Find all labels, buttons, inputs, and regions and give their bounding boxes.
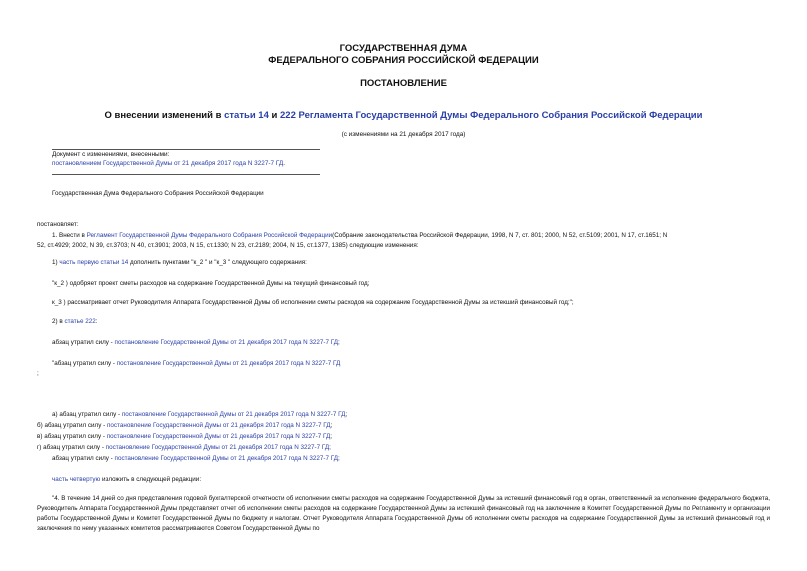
item-last-end: ; bbox=[338, 455, 340, 462]
lost-force-2-text: "абзац утратил силу - bbox=[52, 360, 117, 367]
point-k2: "к_2 ) одобряет проект сметы расходов на содержание Государственной Думы на текущий финансовый год; bbox=[52, 280, 370, 287]
document-title bbox=[0, 110, 807, 121]
item-b-end: ; bbox=[330, 422, 333, 429]
paragraph-1-line-2: 52, ст.4929; 2002, N 39, ст.3703; N 40, ст.3901; 2003, N 15, ст.1330; N 23, ст.2189; 2004, N 15, ст.1377, 1385) следующие изменения: bbox=[37, 242, 419, 249]
lost-force-2-link[interactable]: постановление Государственной Думы от 21 декабря 2017 года N 3227-7 ГД bbox=[116, 360, 341, 367]
item-b-link[interactable]: постановление Государственной Думы от 21 декабря 2017 года N 3227-7 ГД bbox=[106, 422, 331, 429]
title-part-1: О внесении изменений в bbox=[104, 110, 225, 121]
item-a-prefix: а) абзац утратил силу - bbox=[52, 411, 122, 418]
lost-force-1-text: абзац утратил силу - bbox=[52, 339, 115, 346]
subpoint-1-text: дополнить пунктами "к_2 " и "к_3 " следующего содержания: bbox=[128, 259, 307, 266]
p1-prefix: 1. Внести в bbox=[52, 232, 87, 239]
point-k3: к_3 ) рассматривает отчет Руководителя Аппарата Государственной Думы об исполнении сметы расходов на содержание Государственной Думы за истекший финансовый год;"; bbox=[52, 299, 574, 306]
changes-box-end: . bbox=[283, 160, 285, 167]
subpoint-1-num: 1) bbox=[52, 259, 60, 266]
part-four-link[interactable]: часть четвертую bbox=[52, 476, 101, 483]
changes-box-label: Документ с изменениями, внесенными: bbox=[52, 151, 170, 158]
item-g-end: ; bbox=[329, 444, 331, 451]
item-a bbox=[52, 411, 347, 418]
header-line-2: ФЕДЕРАЛЬНОГО СОБРАНИЯ РОССИЙСКОЙ ФЕДЕРАЦИИ bbox=[268, 55, 539, 66]
title-part-2: и bbox=[268, 110, 280, 121]
lost-force-1-link[interactable]: постановление Государственной Думы от 21 декабря 2017 года N 3227-7 ГД bbox=[114, 339, 339, 346]
lost-force-1 bbox=[52, 339, 340, 346]
p1-sources: (Собрание законодательства Российской Федерации, 1998, N 7, ст. 801; 2000, N 52, ст.5109; 2001, N 17, ст.1651; N bbox=[332, 232, 668, 239]
issuer-line: Государственная Дума Федерального Собрания Российской Федерации bbox=[52, 190, 264, 197]
item-g bbox=[37, 444, 331, 451]
header-line-1: ГОСУДАРСТВЕННАЯ ДУМА bbox=[339, 43, 468, 54]
lost-force-1-end: ; bbox=[338, 339, 340, 346]
subpoint-2-link[interactable]: статье 222 bbox=[64, 318, 96, 325]
item-a-link[interactable]: постановление Государственной Думы от 21 декабря 2017 года N 3227-7 ГД bbox=[121, 411, 346, 418]
item-last-link[interactable]: постановление Государственной Думы от 21 декабря 2017 года N 3227-7 ГД bbox=[114, 455, 339, 462]
lost-force-2-end: ; bbox=[37, 370, 39, 377]
subpoint-1 bbox=[52, 259, 307, 266]
changes-box-bottom-rule bbox=[52, 174, 320, 175]
item-b-prefix: б) абзац утратил силу - bbox=[37, 422, 107, 429]
subpoint-2 bbox=[52, 318, 97, 325]
item-last-prefix: абзац утратил силу - bbox=[52, 455, 115, 462]
item-a-end: ; bbox=[345, 411, 348, 418]
amendment-note: (с изменениями на 21 декабря 2017 года) bbox=[341, 131, 466, 138]
item-v-end: ; bbox=[330, 433, 332, 440]
subpoint-1-link[interactable]: часть первую статьи 14 bbox=[59, 259, 129, 266]
p1-reglament-link[interactable]: Регламент Государственной Думы Федерального Собрания Российской Федерации bbox=[86, 232, 333, 239]
item-v bbox=[37, 433, 332, 440]
item-v-link[interactable]: постановление Государственной Думы от 21 декабря 2017 года N 3227-7 ГД bbox=[106, 433, 331, 440]
item-g-link[interactable]: постановление Государственной Думы от 21 декабря 2017 года N 3227-7 ГД bbox=[105, 444, 330, 451]
part-four-text: изложить в следующей редакции: bbox=[100, 476, 202, 483]
final-paragraph: "4. В течение 14 дней со дня представления годовой бухгалтерской отчетности об исполнении сметы расходов на содержание Государственной Думы за истекший финансовый год в орган, ответственный за исполнение федерального бюджета, Руководитель Аппарата Государственной Думы представляет отчет об исполнении сметы расходов на содержание Государственной Думы за истекший финансовый год на заключение в Комитет Государственной Думы по Регламенту и организации работы Государственной Думы и Комитет Государственной Думы по бюджету и налогам. Отчет Руководителя Аппарата Государственной Думы об исполнении сметы расходов на содержание Государственной Думы за истекший финансовый год и заключения по нему указанных комитетов рассматриваются Советом Государственной Думы по bbox=[37, 495, 770, 532]
part-four-line bbox=[52, 476, 201, 483]
resolves-line: постановляет: bbox=[37, 221, 79, 228]
item-b bbox=[37, 422, 332, 429]
changes-box-link[interactable]: постановлением Государственной Думы от 21 декабря 2017 года N 3227-7 ГД bbox=[52, 160, 284, 167]
paragraph-1-line-1 bbox=[52, 232, 667, 239]
changes-box-top-rule bbox=[52, 149, 320, 150]
changes-box-entry bbox=[52, 160, 285, 169]
item-last bbox=[52, 455, 340, 462]
item-v-prefix: в) абзац утратил силу - bbox=[37, 433, 107, 440]
document-type: ПОСТАНОВЛЕНИЕ bbox=[360, 78, 447, 89]
title-link-article-14[interactable]: статьи 14 bbox=[224, 110, 269, 121]
item-g-prefix: г) абзац утратил силу - bbox=[37, 444, 106, 451]
subpoint-2-num: 2) в bbox=[52, 318, 65, 325]
title-link-article-222[interactable]: 222 Регламента Государственной Думы Федерального Собрания Российской Федерации bbox=[280, 110, 703, 121]
lost-force-2 bbox=[52, 360, 340, 367]
subpoint-2-end: : bbox=[95, 318, 98, 325]
